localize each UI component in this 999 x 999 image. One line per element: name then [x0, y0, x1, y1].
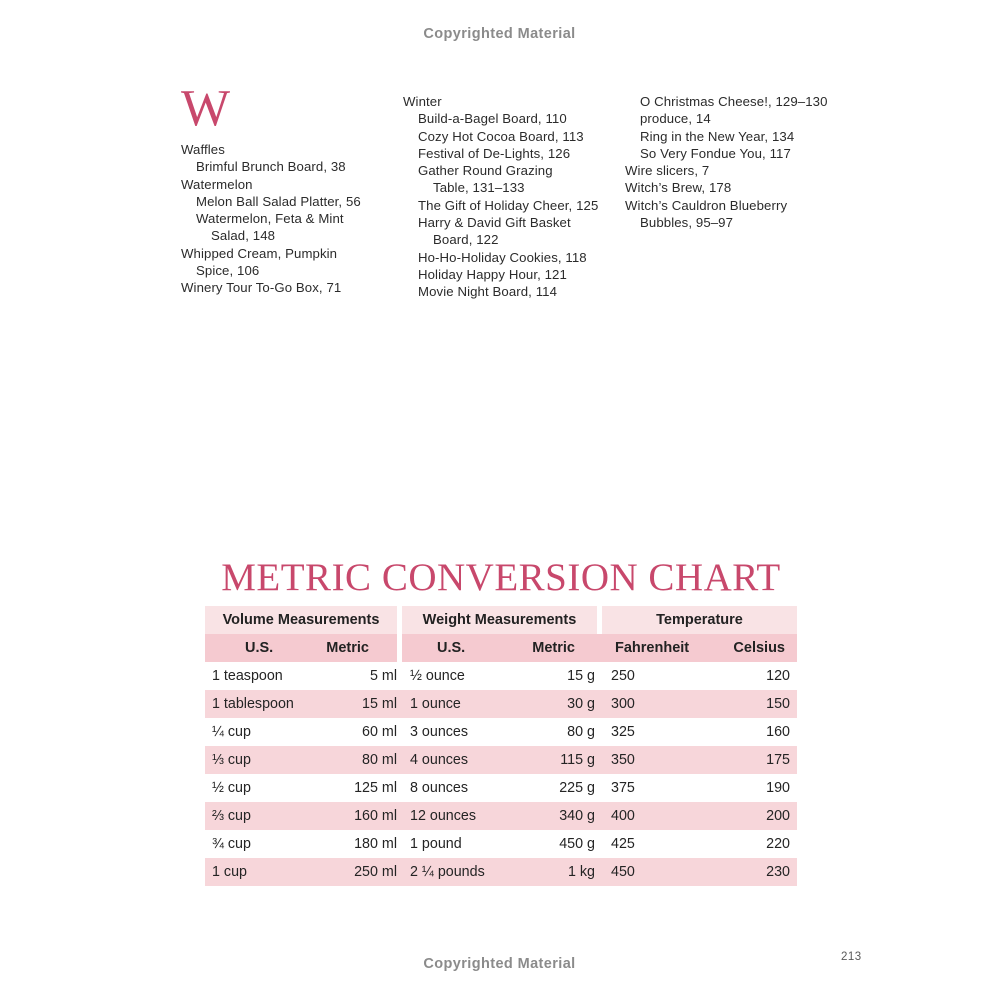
- table-cell: 12 ounces: [410, 808, 476, 824]
- table-cell: 120: [766, 668, 790, 684]
- index-entry: Festival of De-Lights, 126: [418, 145, 571, 161]
- table-subheader-row: [205, 634, 797, 662]
- table-cell: 15 g: [567, 668, 595, 684]
- index-entry: Build-a-Bagel Board, 110: [418, 111, 567, 127]
- table-cell: 150: [766, 696, 790, 712]
- table-cell: 3 ounces: [410, 724, 469, 740]
- index-entry: Holiday Happy Hour, 121: [418, 266, 567, 282]
- table-cell: 1 tablespoon: [212, 696, 294, 712]
- metric-conversion-chart: [205, 554, 797, 886]
- table-cell: 175: [766, 752, 790, 768]
- table-cell: 80 g: [567, 724, 595, 740]
- index-entry: The Gift of Holiday Cheer, 125: [418, 197, 599, 213]
- group-header-volume: Volume Measurements: [205, 606, 397, 634]
- index-column-2: [403, 93, 625, 301]
- table-cell: 230: [766, 864, 790, 880]
- table-cell: 5 ml: [369, 668, 397, 684]
- table-cell: 60 ml: [362, 724, 397, 740]
- index-entry: Gather Round Grazing: [418, 163, 553, 179]
- group-header-weight: Weight Measurements: [402, 606, 597, 634]
- index-entry: Table, 131–133: [433, 180, 525, 196]
- table-cell: 1 kg: [567, 864, 595, 880]
- subheader-metric-weight: Metric: [532, 640, 575, 656]
- table-cell: ¼ cup: [212, 724, 251, 740]
- table-cell: 4 ounces: [410, 752, 469, 768]
- table-cell: 15 ml: [362, 696, 397, 712]
- table-row: [205, 746, 797, 774]
- index-entry: Watermelon: [181, 176, 253, 192]
- table-cell: 160 ml: [354, 808, 397, 824]
- index-entry: Salad, 148: [211, 228, 276, 244]
- index-entry: Ring in the New Year, 134: [640, 128, 795, 144]
- table-cell: 325: [611, 724, 635, 740]
- table-cell: ⅓ cup: [212, 752, 251, 768]
- table-cell: 80 ml: [362, 752, 397, 768]
- table-cell: ¾ cup: [212, 836, 251, 852]
- table-cell: 2 ¼ pounds: [410, 864, 485, 880]
- index-entry: Cozy Hot Cocoa Board, 113: [418, 128, 584, 144]
- table-cell: 125 ml: [354, 780, 397, 796]
- table-cell: 190: [766, 780, 790, 796]
- table-cell: 200: [766, 808, 790, 824]
- index-entries-column-2: [403, 93, 625, 301]
- table-row: [205, 802, 797, 830]
- table-cell: ⅔ cup: [212, 808, 251, 824]
- subheader-metric-volume: Metric: [326, 640, 369, 656]
- table-row: [205, 690, 797, 718]
- table-cell: 8 ounces: [410, 780, 469, 796]
- table-cell: 220: [766, 836, 790, 852]
- table-cell: 450 g: [559, 836, 595, 852]
- table-group-header-row: [205, 606, 797, 634]
- index-entry: Bubbles, 95–97: [640, 215, 734, 231]
- index-entry: Melon Ball Salad Platter, 56: [196, 193, 361, 209]
- group-header-temperature: Temperature: [602, 606, 797, 634]
- index-entry: Winter: [403, 94, 442, 109]
- subheader-us-weight: U.S.: [437, 640, 466, 656]
- subheader-weight: [402, 634, 597, 662]
- table-cell: 160: [766, 724, 790, 740]
- table-cell: ½ ounce: [410, 668, 465, 684]
- table-cell: 450: [611, 864, 635, 880]
- chart-title: METRIC CONVERSION CHART: [221, 556, 781, 599]
- table-cell: 180 ml: [354, 836, 397, 852]
- table-cell: 225 g: [559, 780, 595, 796]
- index-entries-column-1: [181, 141, 403, 297]
- table-cell: 340 g: [559, 808, 595, 824]
- table-row: [205, 830, 797, 858]
- index-entry: Ho-Ho-Holiday Cookies, 118: [418, 249, 587, 265]
- index-entry: O Christmas Cheese!, 129–130: [640, 94, 828, 109]
- table-cell: ½ cup: [212, 780, 251, 796]
- table-cell: 425: [611, 836, 635, 852]
- index-entry: Wire slicers, 7: [625, 163, 710, 179]
- table-body: [205, 662, 797, 886]
- index-entry: Winery Tour To-Go Box, 71: [181, 280, 342, 296]
- table-cell: 300: [611, 696, 635, 712]
- index-entry: produce, 14: [640, 111, 711, 127]
- index-entry: Waffles: [181, 142, 225, 157]
- table-cell: 350: [611, 752, 635, 768]
- index-entries-column-3: [625, 93, 847, 231]
- table-cell: 1 teaspoon: [212, 668, 283, 684]
- table-cell: 30 g: [567, 696, 595, 712]
- page-number: 213: [841, 951, 862, 963]
- index-entry: So Very Fondue You, 117: [640, 145, 791, 161]
- table-row: [205, 774, 797, 802]
- subheader-temperature: [597, 634, 797, 662]
- index-entry: Witch’s Cauldron Blueberry: [625, 197, 788, 213]
- table-row: [205, 718, 797, 746]
- copyright-notice-bottom: Copyrighted Material: [423, 956, 576, 972]
- subheader-volume: [205, 634, 397, 662]
- index-entry: Whipped Cream, Pumpkin: [181, 245, 338, 261]
- index-entry: Watermelon, Feta & Mint: [196, 211, 344, 227]
- table-row: [205, 858, 797, 886]
- table-cell: 1 ounce: [410, 696, 461, 712]
- table-cell: 1 pound: [410, 836, 462, 852]
- index-entry: Brimful Brunch Board, 38: [196, 159, 346, 175]
- index-entry: Witch’s Brew, 178: [625, 180, 732, 196]
- table-cell: 375: [611, 780, 635, 796]
- subheader-celsius: Celsius: [733, 640, 785, 656]
- subheader-weight-temperature: [402, 634, 797, 662]
- table-cell: 250 ml: [354, 864, 397, 880]
- subheader-fahrenheit: Fahrenheit: [615, 640, 690, 656]
- index-entry: Board, 122: [433, 232, 499, 248]
- subheader-us-volume: U.S.: [245, 640, 274, 656]
- copyright-notice-top: Copyrighted Material: [423, 26, 576, 42]
- table-cell: 115 g: [560, 752, 595, 768]
- index-entry: Movie Night Board, 114: [418, 284, 558, 300]
- table-cell: 1 cup: [212, 864, 247, 880]
- index-column-3: [625, 93, 847, 231]
- table-row: [205, 662, 797, 690]
- table-cell: 250: [611, 668, 635, 684]
- index-section-letter: W: [181, 80, 231, 137]
- index-column-1: [181, 80, 403, 297]
- index-entry: Harry & David Gift Basket: [418, 215, 571, 231]
- table-cell: 400: [611, 808, 635, 824]
- index-entry: Spice, 106: [196, 263, 260, 279]
